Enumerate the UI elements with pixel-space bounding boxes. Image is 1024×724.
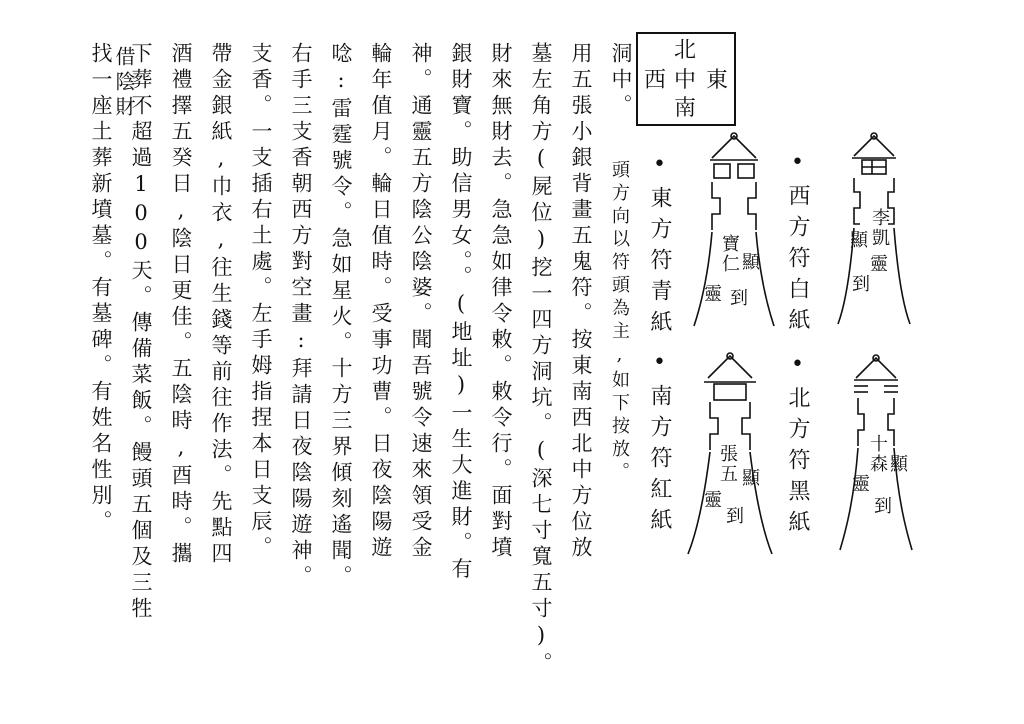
text-column-4: 財來無財去。急急如律令敕。敕令行。面對墳 xyxy=(489,42,513,562)
bullet-dot: • xyxy=(785,150,810,184)
bullet-dot: • xyxy=(647,152,672,186)
text-column-3: 墓左角方(屍位)挖一四方洞坑。(深七寸寬五寸)。 xyxy=(529,42,553,678)
talisman-south-appear: 顯 xyxy=(739,468,760,488)
text-column-9: 右手三支香朝西方對空畫:拜請日夜陰陽遊神。 xyxy=(289,42,313,591)
talisman-west-spirit: 靈 xyxy=(867,254,888,274)
talisman-south-spirit: 靈 xyxy=(701,490,722,510)
talisman-west xyxy=(832,128,916,328)
talisman-east xyxy=(690,128,776,328)
text-column-14: 找一座土葬新墳墓。有墓碑。有姓名性別。 xyxy=(89,42,113,536)
text-column-7: 輪年值月。輪日值時。受事功曹。日夜陰陽遊 xyxy=(369,42,393,562)
text-column-13: 下葬不超過100天。傳備菜飯。饅頭五個及三牲 xyxy=(129,42,153,623)
talisman-north-spirit: 靈 xyxy=(849,474,870,494)
label-west: •西方符白紙 xyxy=(785,150,810,339)
talisman-south-name: 張五 xyxy=(717,444,738,484)
text-column-5: 銀財寶。助信男女。。(地址)一生大進財。有 xyxy=(449,42,473,584)
talisman-east-name: 寶仁 xyxy=(719,234,740,274)
text-column-12: 酒禮擇五癸日,陰日更佳。五陰時,酉時。攜 xyxy=(169,42,193,568)
bullet-dot: • xyxy=(785,352,810,386)
text-column-tail: 頭方向以符頭為主,如下按放。 xyxy=(609,160,630,485)
legend-south: 南 xyxy=(674,96,697,121)
text-column-8: 唸:雷霆號令。急如星火。十方三界傾刻遙聞。 xyxy=(329,42,353,591)
talisman-west-arrive: 到 xyxy=(849,274,870,294)
legend-west: 西 xyxy=(644,68,667,93)
text-column-6: 神。通靈五方陰公陰婆。聞吾號令速來領受金 xyxy=(409,42,433,562)
text-column-15: 借陰財 xyxy=(112,46,136,121)
legend-east: 東 xyxy=(706,68,729,93)
talisman-north xyxy=(836,350,916,552)
text-column-10: 支香。一支插右土處。左手姆指捏本日支辰。 xyxy=(249,42,273,562)
talisman-east-spirit: 靈 xyxy=(701,284,722,304)
talisman-south xyxy=(684,350,776,556)
talisman-west-appear: 顯 xyxy=(847,230,868,250)
label-south: •南方符紅紙 xyxy=(647,350,672,539)
talisman-north-name: 十森 xyxy=(867,434,888,474)
label-north: •北方符黑紙 xyxy=(785,352,810,541)
legend-north: 北 xyxy=(674,38,697,63)
bullet-dot: • xyxy=(647,350,672,384)
talisman-west-name: 李凱 xyxy=(869,208,890,248)
text-column-2: 用五張小銀背畫五鬼符。按東南西北中方位放 xyxy=(569,42,593,562)
talisman-north-appear: 顯 xyxy=(887,454,908,474)
talisman-south-arrive: 到 xyxy=(723,506,744,526)
talisman-east-appear: 顯 xyxy=(739,252,760,272)
direction-legend xyxy=(636,32,736,126)
label-east: •東方符青紙 xyxy=(647,152,672,341)
text-column-1: 洞中。 xyxy=(609,42,633,120)
talisman-east-arrive: 到 xyxy=(727,288,748,308)
legend-center: 中 xyxy=(674,68,697,93)
talisman-north-arrive: 到 xyxy=(871,496,892,516)
text-column-11: 帶金銀紙,巾衣,往生錢等前往作法。先點四 xyxy=(209,42,233,568)
